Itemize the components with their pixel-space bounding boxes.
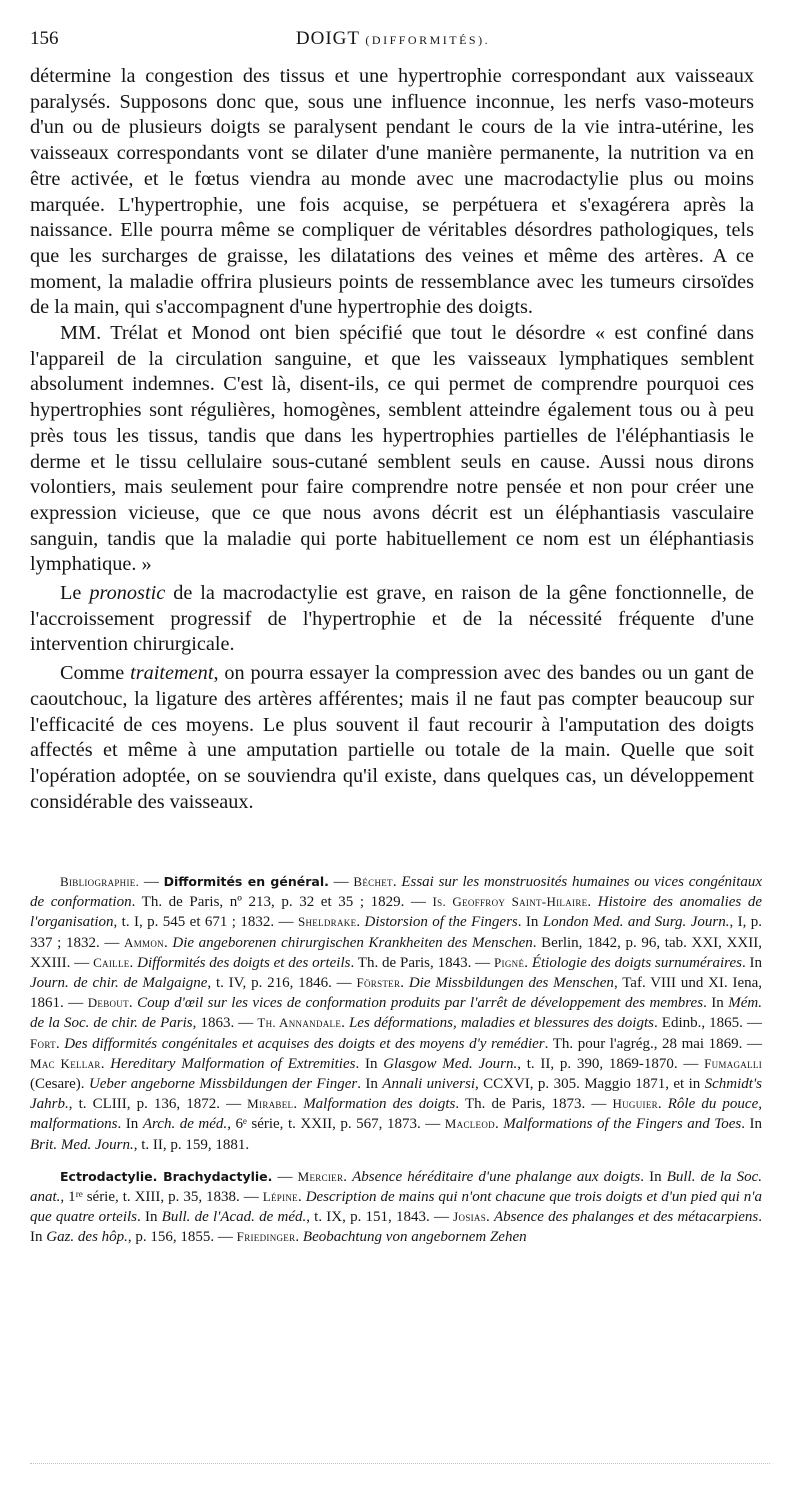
paragraph-pronostic-start: Le	[60, 582, 90, 605]
bib-title: Malformations of the Fingers and Toes	[503, 1116, 742, 1133]
bib-text: . In	[741, 1116, 763, 1133]
bib-text: .	[400, 975, 409, 992]
bib-text: , t. IV, p. 216, 1846. —	[207, 975, 357, 992]
paragraph-1: détermine la congestion des tissus et une hypertrophie correspondant aux vaisseaux paralysés. Supposons donc que, sous une influence inconnue, les nerfs vaso-moteurs d'un ou de plusieurs doigts se paralysent pendant le cours de la vie intra-utérine, les vaisseaux correspondants vont se dilater d'une manière permanente, la nutrition va en être activée, et le fœtus viendra au monde avec une macrodactylie plus ou moins marquée. L'hypertrophie, une fois acquise, se perpétuera et s'exagérera après la naissance. Elle pourra même se compliquer de véritables désordres pathologiques, tels que les surcharges de graisse, les dilatations des veines et même des artères. A ce moment, la maladie offrira plusieurs points de ressemblance avec les tumeurs cirsoïdes de la main, qui s'accompagnent d'une hypertrophie des doigts.	[30, 65, 754, 319]
bib-author: Mac Kellar	[30, 1055, 101, 1071]
bib-text: (Cesare).	[30, 1076, 89, 1093]
term-pronostic: pronostic	[89, 582, 166, 605]
bib-author: Ammon	[124, 934, 164, 950]
bib-text: —	[272, 1168, 298, 1185]
bib-text: . In	[640, 1168, 667, 1185]
bib-text: .	[343, 1168, 353, 1185]
bib-text: —	[328, 874, 354, 890]
bib-text: , t. IX, p. 151, 1843. —	[306, 1209, 454, 1226]
bib-text: .	[486, 1209, 494, 1226]
bib-author: Josias	[453, 1209, 487, 1225]
bib-journal: Glasgow Med. Journ.	[383, 1055, 518, 1072]
bib-text: , t. II, p. 390, 1869-1870. —	[517, 1055, 705, 1072]
bibliography	[30, 872, 762, 1248]
bib-author: Huguier	[612, 1096, 658, 1112]
bib-journal: Schmidt's Jahrb.	[30, 1076, 763, 1113]
bib-text: .	[293, 1096, 304, 1113]
bib-text: . In	[355, 1055, 384, 1072]
bib-author: Béchet	[353, 874, 393, 889]
bibliography-general	[30, 872, 762, 1155]
bib-journal: Journ. de chir. de Malgaigne	[30, 975, 208, 992]
bib-title: Difformités des doigts et des orteils	[137, 954, 351, 971]
bib-author: Fumagalli	[704, 1055, 763, 1071]
bib-author: Macleod	[444, 1116, 495, 1132]
bib-title: Des difformités congénitales et acquises des doigts et des moyens d'y remédier	[64, 1035, 545, 1052]
bib-text: . Th. de Paris, 1873. —	[455, 1096, 613, 1113]
bib-text: , t. II, p. 159, 1881.	[133, 1136, 250, 1153]
bib-text: , t. CLIII, p. 136, 1872. —	[68, 1096, 248, 1113]
bib-text: . Edinb., 1865. —	[653, 1015, 762, 1032]
bib-title: Beobachtung von angebornem Zehen	[302, 1229, 527, 1246]
bibliography-label: Bibliographie.	[60, 874, 140, 889]
bib-title: Hereditary Malformation of Extremities	[110, 1055, 356, 1072]
bib-text: —	[143, 874, 164, 890]
bib-text: . In	[137, 1209, 162, 1226]
bib-journal: Arch. de méd.	[142, 1116, 228, 1133]
bib-text: . In	[741, 954, 763, 971]
running-subtitle: (DIFFORMITÉS).	[365, 33, 491, 47]
bib-journal: Mém. de la Soc. de chir. de Paris	[30, 995, 763, 1032]
bib-text: . Berlin, 1842, p. 96, tab. XXI, XXII, XXIII. —	[30, 934, 762, 971]
bib-author: Lépine	[262, 1189, 298, 1205]
bib-author: Mercier	[297, 1168, 344, 1184]
bib-title: Malformation des doigts	[303, 1096, 456, 1113]
bib-journal: Annali universi	[382, 1076, 475, 1093]
bib-author: Is. Geoffroy Saint-Hilaire	[432, 894, 588, 910]
bib-text: , Taf. VIII und XI. Iena, 1861. —	[30, 975, 763, 1012]
bib-text: , I, p. 337 ; 1832. —	[30, 914, 763, 951]
bib-text: . In	[117, 1116, 143, 1133]
paragraph-2: MM. Trélat et Monod ont bien spécifié que tout le désordre « est confiné dans l'appareil de la circulation sanguine, et que les vaisseaux lymphatiques semblent absolument indemnes. C'est là, disent-ils, ce qui permet de comprendre pourquoi ces hypertrophies sont régulières, homogènes, semblent atteindre également tous ou à peu près tous les tissus, tandis que dans les hypertrophies partielles de l'éléphantiasis le derme et le tissu cellulaire sous-cutané semblent seuls en cause. Aussi nous dirons volontiers, mais seulement pour faire comprendre notre pensée et non pour créer une expression vicieuse, que ce que nous avons décrit est un éléphantiasis vasculaire sanguin, tandis que la maladie qui porte habituellement ce nom est un éléphantiasis lymphatique. »	[30, 322, 754, 576]
bib-text: .	[587, 894, 598, 911]
bib-author: Th. Annandale	[257, 1015, 342, 1031]
bib-title: Rôle du pouce, malformations	[30, 1096, 762, 1133]
bib-text: .	[163, 934, 173, 951]
bib-text: .	[392, 874, 402, 890]
body-text	[30, 64, 754, 815]
bib-journal: Brit. Med. Journ.	[30, 1136, 134, 1153]
bib-text: .	[128, 995, 138, 1012]
bib-text: . In	[703, 995, 729, 1012]
bib-text: .	[129, 954, 138, 971]
bib-author: Fort	[30, 1035, 56, 1051]
bib-title: Description de mains qui n'ont chacune que trois doigts et d'un pied qui n'a que quatre orteils	[30, 1189, 763, 1226]
bib-title: Distorsion of the Fingers	[364, 914, 518, 931]
bib-text: . In	[517, 914, 543, 931]
bib-title: Ueber angeborne Missbildungen der Finger	[88, 1076, 358, 1093]
bib-text: .	[297, 1189, 306, 1206]
term-traitement: traitement	[130, 662, 214, 685]
paragraph-traitement-start: Comme	[60, 662, 131, 685]
bib-text: .	[55, 1035, 65, 1052]
running-title: DOIGT	[295, 28, 360, 49]
bib-author: Pigné	[494, 954, 525, 970]
bib-author: Mirabel	[247, 1096, 294, 1112]
bib-text: . Th. pour l'agrég., 28 mai 1869. —	[544, 1035, 762, 1052]
bib-text: .	[524, 954, 532, 971]
bib-author: Förster	[356, 975, 401, 991]
bibliography-heading: Difformités en général.	[163, 874, 329, 889]
running-head	[30, 28, 756, 50]
paragraph-traitement-end: , on pourra essayer la compression avec des bandes ou un gant de caoutchouc, la ligature des artères afférentes; mais il ne faut pas compter beaucoup sur l'efficacité de ces moyens. Le plus souvent il faut recourir à l'amputation des doigts affectés et même à une amputation partielle ou totale de la main. Quelle que soit l'opération adoptée, on se souviendra qu'il existe, dans quelques cas, un développement considérable des vaisseaux.	[30, 662, 755, 813]
bib-author: Caille	[93, 954, 130, 970]
bib-text: .	[295, 1229, 303, 1246]
bib-title: Coup d'œil sur les vices de conformation produits par l'arrêt de développement des membres	[137, 995, 704, 1012]
bib-author: Sheldrake	[297, 914, 357, 930]
page-number: 156	[30, 28, 59, 49]
bib-title: Die angeborenen chirurgischen Krankheiten des Menschen	[172, 934, 533, 951]
bib-text: , CCXVI, p. 305. Maggio 1871, et in	[475, 1076, 705, 1093]
bib-title: Histoire des anomalies de l'organisation	[30, 894, 762, 931]
bib-title: Essai sur les monstruosités humaines ou vices congénitaux de conformation	[30, 874, 763, 911]
bib-text: .	[356, 914, 365, 931]
paragraph-pronostic	[30, 581, 754, 658]
bib-title: Étiologie des doigts surnuméraires	[531, 954, 742, 971]
bib-text: , 1ʳᵉ série, t. XIII, p. 35, 1838. —	[60, 1189, 263, 1206]
bib-text: . Th. de Paris, 1843. —	[350, 954, 495, 971]
bib-title: Die Missbildungen des Menschen	[408, 975, 614, 992]
bib-text: , 6ᵉ série, t. XXII, p. 567, 1873. —	[227, 1116, 445, 1133]
bib-title: Les déformations, maladies et blessures des doigts	[348, 1015, 654, 1032]
bib-text: .	[657, 1096, 668, 1113]
bib-text: .	[341, 1015, 349, 1032]
bib-title: Absence héréditaire d'une phalange aux doigts	[352, 1168, 641, 1185]
bib-title: Absence des phalanges et des métacarpiens	[493, 1209, 759, 1226]
bib-author: Friedinger	[236, 1229, 296, 1245]
bibliography-ectrodactylie	[30, 1167, 762, 1248]
bib-journal: Bull. de la Soc. anat.	[30, 1168, 762, 1206]
bib-author: Debout	[87, 995, 129, 1011]
bib-text: .	[494, 1116, 504, 1133]
bib-journal: Gaz. des hôp.	[46, 1229, 128, 1246]
bib-text: . In	[357, 1076, 383, 1093]
bib-journal: Bull. de l'Acad. de méd.	[161, 1209, 307, 1226]
bib-text: , p. 156, 1855. —	[127, 1229, 237, 1246]
bibliography-heading: Ectrodactylie. Brachydactylie.	[60, 1168, 273, 1184]
paragraph-pronostic-end: de la macrodactylie est grave, en raison de la gêne fonctionnelle, de l'accroissement progressif de l'hypertrophie et de la nécessité fréquente d'une intervention chirurgicale.	[30, 582, 754, 656]
bib-text: .	[100, 1055, 111, 1072]
bib-text: . Th. de Paris, nº 213, p. 32 et 35 ; 1829. —	[131, 894, 433, 911]
bottom-page-rule	[30, 1463, 770, 1464]
page-header	[30, 28, 756, 58]
bib-journal: London Med. and Surg. Journ.	[542, 914, 730, 931]
bib-text: . In	[30, 1209, 763, 1246]
bib-text: , t. I, p. 545 et 671 ; 1832. —	[113, 914, 298, 931]
paragraph-traitement	[30, 661, 754, 815]
bib-text: , 1863. —	[192, 1015, 258, 1032]
